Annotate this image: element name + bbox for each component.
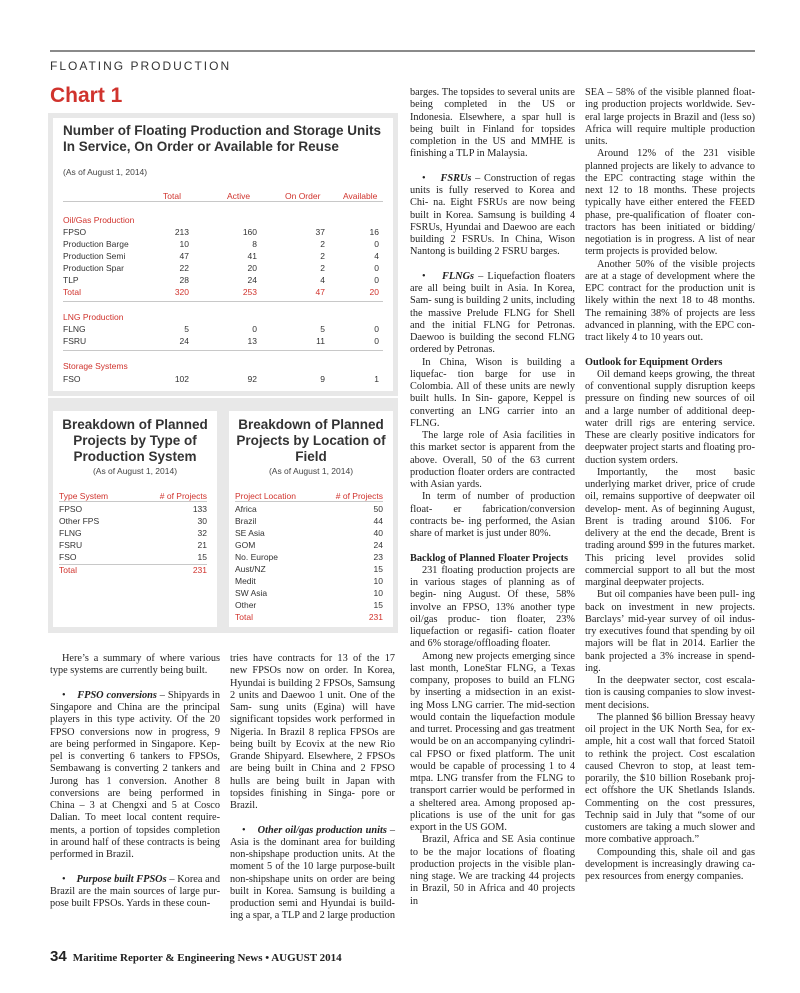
subheading: Outlook for Equipment Orders (585, 356, 723, 368)
article-column-4 (585, 87, 755, 883)
paragraph: In China, Wison is building a liquefac- tion barge for use in Colombia. All of these units are newly built hulls. In Sin- gapore, Keppel is converting an LNG carrier into an FLNG. (410, 356, 575, 429)
table-row: TLP 28 24 4 0 (63, 275, 379, 285)
type-breakdown-table (53, 411, 217, 627)
table-row: Production Spar 22 20 2 0 (63, 263, 379, 273)
table-row: Production Barge 10 8 2 0 (63, 239, 379, 249)
group-label: Storage Systems (63, 361, 128, 371)
page-number: 34 (50, 948, 67, 965)
table-row: FSO 15 (59, 552, 207, 562)
page-footer (50, 948, 342, 965)
table-row: SW Asia 10 (235, 588, 383, 598)
article-column-3 (410, 87, 575, 908)
article-column-2 (230, 653, 395, 923)
type-table-header: Type System # of Projects (59, 491, 207, 501)
header-total: Total (163, 191, 181, 201)
paragraph: Brazil, Africa and SE Asia continue to be the major locations of floating production projects in the visible plan- ning stage. We are tracking 44 projects in Brazil, 50 in Africa and 40 projects in (410, 834, 575, 907)
subheading: Backlog of Planned Floater Projects (410, 552, 569, 564)
paragraph: • FPSO conversions – Shipyards in Singapore and China are the principal players in this type activity. Of the 20 FPSO conversions now in progress, 9 are being performed in Singapore. Kep- pel is converting 6 tankers to FPSOs, Sembawang is converting 2 tankers and Jurong has 1 conversion. Another 8 conversions are being performed in China – 3 at Chengxi and 5 at Cosco Dalian. To meet local content require- ments, a portion of topsides completion in around half of these contracts is being performed in Brazil. (50, 689, 220, 860)
top-rule (50, 50, 755, 52)
table-row: FSRU 21 (59, 540, 207, 550)
table-subtitle: (As of August 1, 2014) (63, 167, 148, 177)
table-row: FSRU 24 13 11 0 (63, 336, 379, 346)
header-active: Active (227, 191, 251, 201)
header-available: Available (343, 191, 378, 201)
table-row: GOM 24 (235, 540, 383, 550)
location-table-header: Project Location # of Projects (235, 491, 383, 501)
table-row: FSO 102 92 9 1 (63, 374, 379, 384)
paragraph: The planned $6 billion Bressay heavy oil project in the UK North Sea, for ex- ample, hit a cost wall that forced Statoil to rethink the project. Cost escalation caused Chevron to stop, at least tem- porarily, the $10 billion Rosebank proj- ect offshore the UK Shetlands Islands. Commenting on the cost pressures, Technip said in July that “some of our customers are taking a much slower and more combative approach.” (585, 711, 755, 846)
type-table-subtitle: (As of August 1, 2014) (92, 466, 178, 476)
type-table-title: Breakdown of Planned Projects by Type of Production System (62, 417, 208, 464)
paragraph: • Purpose built FPSOs – Korea and Brazil are the main sources of large pur- pose built FPSOs. Yards in these coun- (50, 873, 220, 909)
paragraph: In term of number of production float- er fabrication/conversion contracts be- ing performed, the Asian share of market is just under 80%. (410, 491, 575, 539)
table-row: No. Europe 23 (235, 552, 383, 562)
group-label: LNG Production (63, 312, 124, 322)
group-label: Oil/Gas Production (63, 215, 135, 225)
table-row: FPSO 133 (59, 504, 207, 514)
table-title: Number of Floating Production and Storage Units In Service, On Order or Available for Reuse (63, 123, 382, 154)
paragraph: Here’s a summary of where various type systems are currently being built. (50, 653, 220, 677)
table-total-row: Total 231 (235, 612, 383, 622)
table-row: Other 15 (235, 600, 383, 610)
floating-units-table (53, 118, 393, 391)
paragraph: • FLNGs – Liquefaction floaters are all being built in Asia. In Korea, Sam- sung is building 2 units, including the massive Prelude FLNG for Shell and the initial FLNG for Petronas. Daewoo is building the second FLNG ordered by Petronas. (410, 270, 575, 356)
paragraph: The large role of Asia facilities in this market sector is apparent from the above. Overall, 50 of the 63 current production floater orders are contracted with Asian yards. (410, 430, 575, 490)
paragraph: Around 12% of the 231 visible planned projects are likely to advance to the EPC contracting stage within the next 12 to 18 months. These projects typically have either entered the FEED phase, pre-qualification of floater con- tractors has been initiated or bidding/ negotiation is in progress. A list of near term projects is provided below. (585, 148, 755, 258)
paragraph: Compounding this, shale oil and gas development is increasingly drawing ca- pex resources from energy companies. (585, 846, 755, 882)
location-breakdown-table (229, 411, 393, 627)
paragraph: In the deepwater sector, cost escala- tion is causing companies to slow invest- ment decisions. (585, 675, 755, 711)
table-total-row: Total 320 253 47 20 (63, 287, 379, 297)
paragraph: Among new projects emerging since last month, LoneStar FLNG, a Texas company, proposes to build an FLNG by inserting a midsection in an exist- ing Moss LNG carrier. The mid-section would contain the liquefaction module and turret. Processing and gas treatment would be on an accompanying cylindri- cal FPSO or fixed platform. The unit would be capable of processing 1 to 4 mtpa. LNG transfer from the FLNG to transport carrier would be performed in a sheltered area. Among proposed ap- plications is use of the unit for gas export in the US GOM. (410, 650, 575, 833)
paragraph: tries have contracts for 13 of the 17 new FPSOs now on order. In Korea, Hyundai is building 2 FPSOs, Samsung 2 units and Daewoo 1 unit. One of the Sam- sung units (Egina) will have significant topsides work performed in Nigeria. In Brazil 8 replica FPSOs are being built by Ecovix at the new Rio Grande Shipyard. Elsewhere, 2 FPSOs are being built in China and 2 FPSO hulls are being built in Japan with topsides finishing in Singa- pore or Brazil. (230, 653, 395, 811)
table-row: FLNG 32 (59, 528, 207, 538)
table-row: FPSO 213 160 37 16 (63, 227, 379, 237)
table-row: Brazil 44 (235, 516, 383, 526)
article-column-1 (50, 653, 220, 910)
paragraph: • FSRUs – Construction of regas units is fully reserved to Korea and Chi- na. Eight FSRUs are now being built in Korea. Samsung is building 4 FSRUs, Hyundai and Daewoo are each building 2 FSRUs. In China, Wison Nantong is building 2 FSRU barges. (410, 172, 576, 258)
paragraph: Importantly, the most basic underlying market driver, price of crude oil, remains supportive of deepwater oil develop- ment. As of beginning August, Brent is trading around $106. For delivery at the end the decade, Brent is trading around $99 in the futures market. This pricing level provides solid commercial support to all but the most marginal deepwater projects. (585, 466, 755, 588)
paragraph: But oil companies have been pull- ing back on investment in new projects. Barclays’ mid-year survey of oil indus- try executives found that spending by oil majors will be flat in 2014. Earlier the bank projected a 3% increase in spend- ing. (585, 589, 755, 674)
paragraph: Oil demand keeps growing, the threat of conventional supply disruption keeps pressure on finding new sources of oil and a large number of additional deep- water drill rigs are entering service. These are clearly positive indicators for deepwater project starts and floating pro- duction system orders. (585, 368, 755, 466)
section-label: FLOATING PRODUCTION (50, 59, 232, 73)
table-row: Africa 50 (235, 504, 383, 514)
table-header-row (63, 191, 383, 202)
group-divider (63, 350, 383, 351)
table-row: FLNG 5 0 5 0 (63, 324, 379, 334)
table-row: Production Semi 47 41 2 4 (63, 251, 379, 261)
header-on-order: On Order (285, 191, 321, 201)
table-row: Medit 10 (235, 576, 383, 586)
location-table-subtitle: (As of August 1, 2014) (268, 466, 354, 476)
table-row: Aust/NZ 15 (235, 564, 383, 574)
paragraph: • Other oil/gas production units – Asia is the dominant area for building non-shipshape production units. At the moment 5 of the 10 large purpose-built non-shipshape units on order are being built in Korea. Samsung is building a production semi and Hyundai is build- ing a spar, a TLP and 2 large production (230, 824, 395, 922)
group-divider (63, 301, 383, 302)
location-table-title: Breakdown of Planned Projects by Location of Field (236, 417, 386, 464)
table-total-row: Total 231 (59, 565, 207, 575)
paragraph: 231 floating production projects are in various stages of planning as of begin- ning August. Of these, 58% involve an FPSO, 13% another type oil/gas produc- tion floater, 23% liquefaction or regasifi- cation floater and 6% storage/offloading floater. (410, 564, 575, 650)
paragraph: Another 50% of the visible projects are at a stage of development where the EPC contract for the production unit is likely within the next 18 to 48 months. The remaining 38% of projects are less advanced in planning, with the EPC con- tract likely 4 to 10 years out. (585, 258, 755, 343)
chart-heading: Chart 1 (50, 84, 123, 107)
table-row: Other FPS 30 (59, 516, 207, 526)
table-row: SE Asia 40 (235, 528, 383, 538)
paragraph: SEA – 58% of the visible planned float- ing production projects worldwide. Sev- eral large projects in Brazil and (less so) Africa will require multiple production units. (585, 87, 755, 147)
publication-name: Maritime Reporter & Engineering News • AUGUST 2014 (72, 952, 342, 964)
paragraph: barges. The topsides to several units are being completed in the US or Indonesia. Elsewhere, a spar hull is being built in Finland for topsides completion in the US and MMHE is finishing a TLP in Malaysia. (410, 87, 575, 160)
